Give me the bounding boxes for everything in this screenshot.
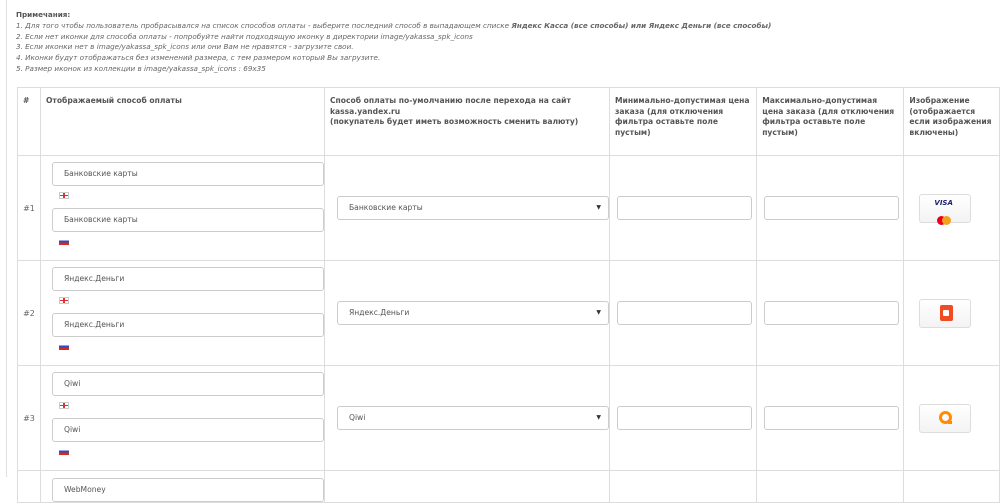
qiwi-icon[interactable]	[919, 404, 971, 433]
default-method-select[interactable]: Банковские карты ▼	[337, 196, 609, 220]
header-max-price: Максимально-допустимая цена заказа (для отключения фильтра оставьте поле пустым)	[757, 88, 904, 156]
uk-flag-icon	[59, 192, 69, 199]
default-method-select[interactable]: Qiwi ▼	[337, 406, 609, 430]
note-5: 5. Размер иконок из коллекции в image/yakassa_spk_icons : 69x35	[16, 63, 266, 73]
table-row	[18, 261, 1000, 366]
max-price-cell	[757, 261, 904, 366]
note-4: 4. Иконки будут отображаться без изменений размера, с тем размером который Вы загрузите.	[16, 53, 381, 63]
default-method-cell	[324, 366, 609, 471]
visa-mastercard-icon[interactable]: VISA	[919, 194, 971, 223]
image-cell	[904, 366, 1000, 471]
notes-title: Примечания:	[16, 10, 71, 19]
max-price-input[interactable]	[764, 196, 899, 220]
russia-flag-icon	[59, 343, 69, 350]
note-3: 3. Если иконки нет в image/yakassa_spk_icons или они Вам не нравятся - загрузите свои.	[16, 42, 354, 52]
header-display-name: Отображаемый способ оплаты	[40, 88, 324, 156]
yandex-money-icon[interactable]	[919, 299, 971, 328]
table-row	[18, 471, 1000, 503]
display-name-cell	[40, 471, 324, 503]
header-default-method: Способ оплаты по-умолчанию после перехода на сайт kassa.yandex.ru (покупатель будет иметь возможность сменить валюту)	[324, 88, 609, 156]
image-cell	[904, 261, 1000, 366]
note-1: 1. Для того чтобы пользователь пробрасывался на список способов оплаты - выберите последний способ в выпадающем списке Яндекс Касса (все способы) или Яндекс Деньги (все способы)	[16, 20, 772, 30]
note-2: 2. Если нет иконки для способа оплаты - попробуйте найти подходящую иконку в директории image/yakassa_spk_icons	[16, 31, 473, 41]
notes-block	[16, 10, 771, 75]
row-number: #2	[18, 261, 41, 366]
min-price-input[interactable]	[617, 301, 752, 325]
default-method-cell	[324, 261, 609, 366]
table-row	[18, 366, 1000, 471]
header-image: Изображение (отображается если изображения включены)	[904, 88, 1000, 156]
russia-flag-icon	[59, 448, 69, 455]
default-method-cell	[324, 156, 609, 261]
max-price-input[interactable]	[764, 301, 899, 325]
min-price-input[interactable]	[617, 196, 752, 220]
header-min-price: Минимально-допустимая цена заказа (для отключения фильтра оставьте поле пустым)	[609, 88, 756, 156]
table-header-row	[18, 88, 1000, 156]
image-cell	[904, 156, 1000, 261]
dropdown-arrow-icon: ▼	[596, 204, 601, 211]
default-method-select[interactable]: Яндекс.Деньги ▼	[337, 301, 609, 325]
max-price-cell	[757, 156, 904, 261]
name-input-en[interactable]: Qiwi	[52, 372, 324, 396]
display-name-cell	[40, 156, 324, 261]
row-number	[18, 471, 41, 503]
header-num: #	[18, 88, 41, 156]
min-price-input[interactable]	[617, 406, 752, 430]
row-number: #1	[18, 156, 41, 261]
name-input-ru[interactable]: Банковские карты	[52, 208, 324, 232]
name-input-ru[interactable]: Яндекс.Деньги	[52, 313, 324, 337]
name-input-en[interactable]: Яндекс.Деньги	[52, 267, 324, 291]
row-number: #3	[18, 366, 41, 471]
name-input-en[interactable]: WebMoney	[52, 478, 324, 502]
min-price-cell	[609, 366, 756, 471]
min-price-cell	[609, 156, 756, 261]
uk-flag-icon	[59, 297, 69, 304]
table-row	[18, 156, 1000, 261]
uk-flag-icon	[59, 402, 69, 409]
max-price-cell	[757, 366, 904, 471]
dropdown-arrow-icon: ▼	[596, 414, 601, 421]
name-input-en[interactable]: Банковские карты	[52, 162, 324, 186]
display-name-cell	[40, 261, 324, 366]
name-input-ru[interactable]: Qiwi	[52, 418, 324, 442]
russia-flag-icon	[59, 238, 69, 245]
max-price-input[interactable]	[764, 406, 899, 430]
min-price-cell	[609, 261, 756, 366]
dropdown-arrow-icon: ▼	[596, 309, 601, 316]
display-name-cell	[40, 366, 324, 471]
payment-methods-table	[17, 87, 1000, 503]
